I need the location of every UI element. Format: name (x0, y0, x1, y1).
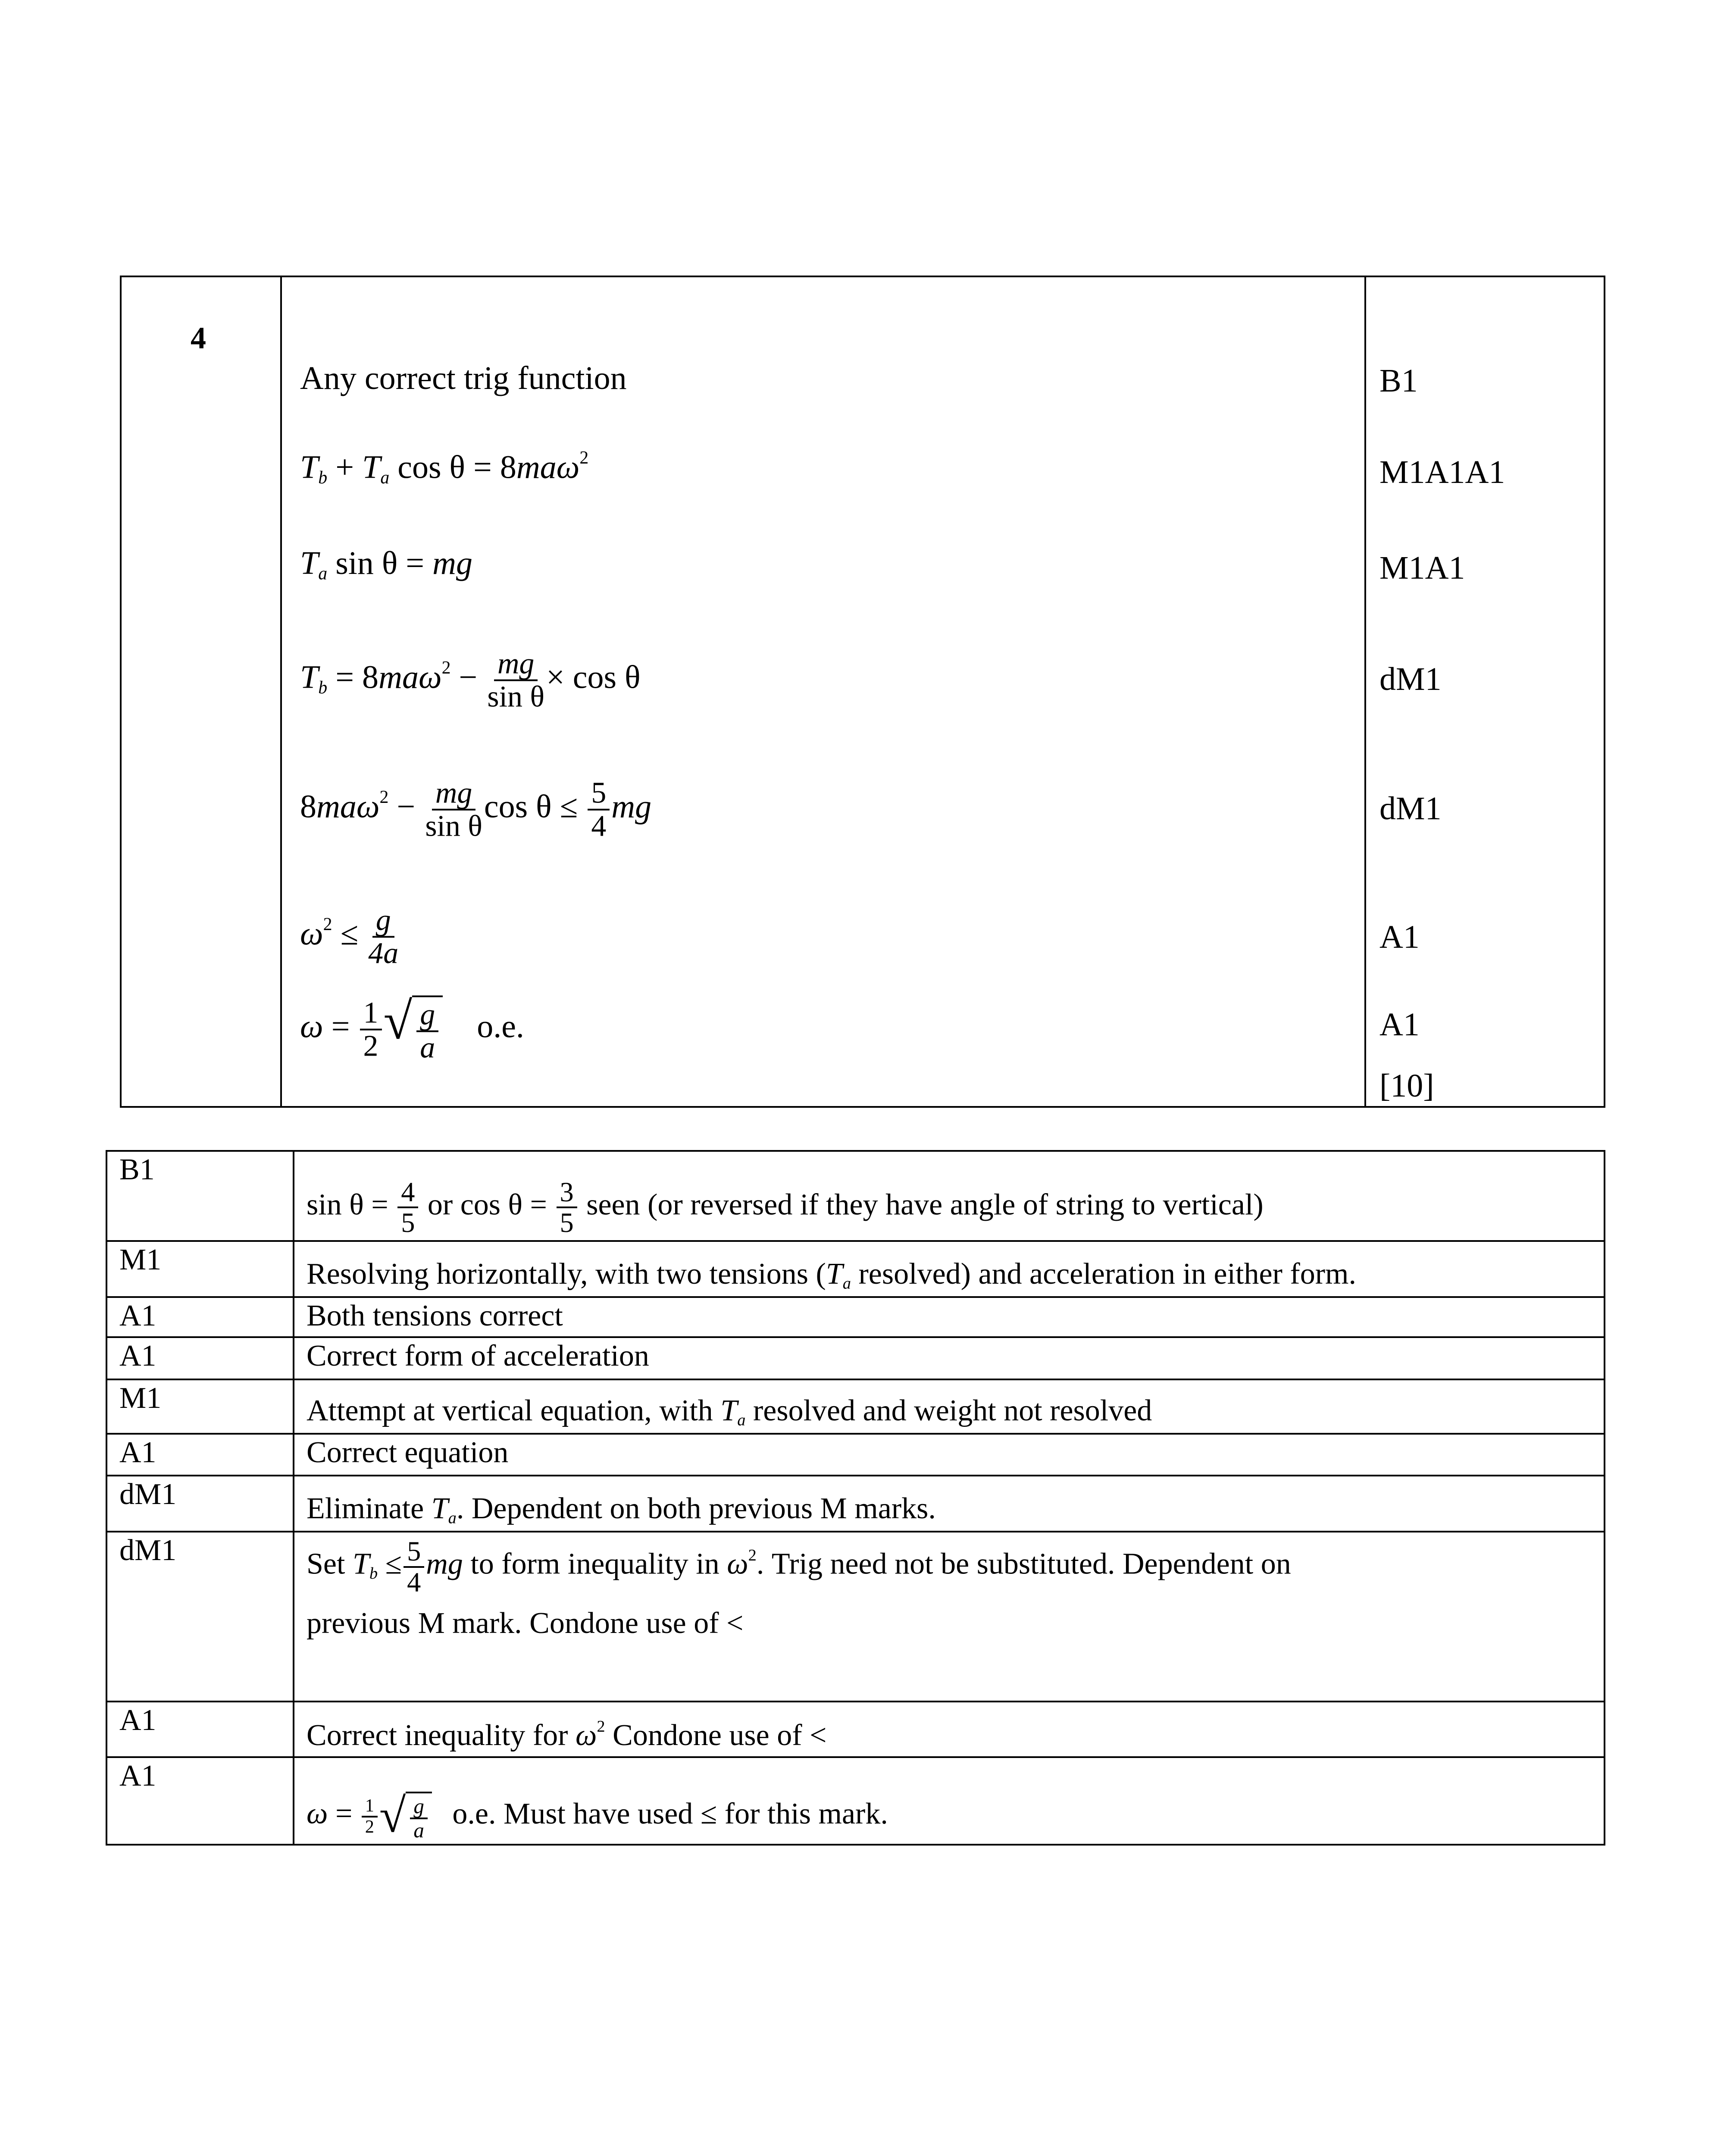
expr: cos θ = (460, 1188, 547, 1222)
denominator: sin θ (487, 680, 544, 714)
sub: b (318, 468, 328, 488)
mark-5: dM1 (1379, 790, 1442, 827)
numerator: 5 (404, 1537, 424, 1568)
square-root: √ $\frac{g}{a}$ (379, 1792, 432, 1841)
mark-code: M1 (106, 1379, 294, 1434)
total-marks: [10] (1379, 1068, 1434, 1104)
var: T (300, 659, 319, 696)
expr: ω (307, 1797, 328, 1830)
table-row (106, 1151, 1605, 1241)
answer-line-5 (300, 777, 651, 843)
mark-code: A1 (106, 1434, 294, 1476)
expr: maω (378, 659, 442, 696)
numerator: g (410, 1795, 428, 1819)
denominator: 4 (407, 1567, 421, 1598)
expr: o.e. Must have used ≤ for this mark. (452, 1797, 888, 1830)
table-row (106, 1337, 1605, 1379)
guidance-table (106, 1150, 1605, 1846)
fraction (397, 1178, 418, 1238)
guidance-text (294, 1757, 1605, 1845)
var: T (431, 1492, 448, 1526)
denominator: 5 (560, 1207, 574, 1238)
numerator: 3 (557, 1178, 577, 1209)
op: + (335, 449, 354, 486)
expr: sin θ = (335, 545, 433, 581)
denominator: 2 (365, 1817, 374, 1837)
sub: a (737, 1411, 746, 1429)
mark-code: B1 (106, 1151, 294, 1241)
table-row (106, 1434, 1605, 1476)
op: − (397, 788, 416, 825)
var: T (720, 1394, 738, 1428)
var: T (362, 449, 381, 486)
answer-line-6 (300, 905, 400, 970)
op: − (459, 659, 478, 696)
answer-line-7 (300, 992, 524, 1065)
denominator: a (420, 1031, 435, 1065)
table-row (106, 1241, 1605, 1297)
mark-code: A1 (106, 1757, 294, 1845)
sub: a (380, 468, 390, 488)
sub: a (842, 1274, 851, 1293)
answer-line-3 (300, 547, 472, 583)
expr: Correct inequality for (307, 1719, 576, 1752)
answer-line-2 (300, 449, 588, 487)
guidance-line (307, 1537, 1592, 1597)
table-row (106, 1702, 1605, 1757)
expr: resolved) and acceleration in either form. (851, 1257, 1356, 1291)
sup: 2 (441, 658, 451, 678)
guidance-text (294, 1379, 1605, 1434)
sub: a (318, 564, 328, 584)
sub: b (318, 677, 328, 698)
fraction (410, 1795, 428, 1841)
sub: a (448, 1509, 457, 1527)
expr: ω (727, 1547, 748, 1581)
expr: maω (316, 788, 380, 825)
fraction (487, 648, 544, 713)
guidance-text: Both tensions correct (294, 1297, 1605, 1337)
sup: 2 (323, 915, 332, 934)
sub: b (369, 1564, 378, 1583)
mark-1: B1 (1379, 363, 1418, 399)
mark-3: M1A1 (1379, 550, 1465, 586)
var: T (300, 545, 319, 581)
mark-6: A1 (1379, 919, 1420, 955)
oe-note: o.e. (477, 1008, 524, 1045)
expr: Resolving horizontally, with two tensions ( (307, 1257, 826, 1291)
fraction (362, 1796, 378, 1836)
fraction (360, 997, 382, 1062)
expr: Condone use of < (605, 1719, 827, 1752)
expr: . Dependent on both previous M marks. (456, 1492, 936, 1526)
var: T (352, 1547, 369, 1581)
sup: 2 (379, 787, 389, 807)
denominator: a (413, 1818, 424, 1842)
guidance-text (294, 1151, 1605, 1241)
guidance-text: Correct equation (294, 1434, 1605, 1476)
mark-code: A1 (106, 1702, 294, 1757)
fraction (416, 999, 438, 1064)
answer-line-4 (300, 648, 641, 713)
numerator: mg (432, 777, 475, 811)
expr: mg (611, 788, 652, 825)
table-row (106, 1757, 1605, 1845)
denominator: 5 (401, 1207, 415, 1238)
table-row (106, 1297, 1605, 1337)
denominator: 4 (591, 810, 607, 843)
expr: cos θ ≤ (484, 788, 578, 825)
numerator: g (416, 999, 438, 1032)
denominator: 4a (368, 937, 399, 970)
expr: Set (307, 1547, 353, 1581)
mark-code: M1 (106, 1241, 294, 1297)
table-row (106, 1476, 1605, 1532)
question-number: 4 (191, 321, 206, 355)
numerator: mg (494, 648, 538, 681)
guidance-text: Correct form of acceleration (294, 1337, 1605, 1379)
op: = (331, 1008, 350, 1045)
expr: ω (575, 1719, 597, 1752)
mark-4: dM1 (1379, 661, 1442, 697)
column-divider (280, 277, 282, 1106)
expr: ω (300, 915, 323, 952)
mark-7: A1 (1379, 1006, 1420, 1043)
guidance-text (294, 1702, 1605, 1757)
mark-code: dM1 (106, 1476, 294, 1532)
answer-line-1: Any correct trig function (300, 360, 627, 396)
sup: 2 (597, 1717, 605, 1736)
mark-2: M1A1A1 (1379, 454, 1505, 490)
expr: sin θ = (307, 1188, 388, 1222)
expr: or (427, 1188, 453, 1222)
expr: Eliminate (307, 1492, 432, 1526)
numerator: 1 (360, 997, 382, 1031)
expr: × cos θ (546, 659, 641, 696)
expr: ω (300, 1008, 323, 1045)
expr: resolved and weight not resolved (745, 1394, 1152, 1428)
expr: mg (432, 545, 473, 581)
denominator: 2 (363, 1030, 378, 1063)
numerator: g (372, 905, 394, 938)
square-root: √ $\frac{g}{a}$ (384, 996, 443, 1064)
column-divider (1364, 277, 1366, 1106)
fraction (425, 777, 482, 843)
mark-code: dM1 (106, 1532, 294, 1702)
expr: . Trig need not be substituted. Dependent on (756, 1547, 1291, 1581)
guidance-text (294, 1241, 1605, 1297)
numerator: 4 (397, 1178, 418, 1209)
guidance-text (294, 1476, 1605, 1532)
denominator: sin θ (425, 810, 482, 843)
var: T (300, 449, 319, 486)
expr: 8 (300, 788, 316, 825)
op: = (335, 1797, 353, 1830)
numerator: 5 (588, 777, 610, 811)
numerator: 1 (362, 1796, 378, 1817)
fraction (588, 777, 610, 843)
expr: mg (426, 1547, 463, 1581)
fraction (557, 1178, 577, 1238)
table-row (106, 1379, 1605, 1434)
fraction (404, 1537, 424, 1597)
table-row (106, 1532, 1605, 1702)
fraction (368, 905, 398, 970)
sup: 2 (579, 448, 589, 468)
op: ≤ (340, 915, 359, 952)
question-table (120, 276, 1605, 1108)
expr: seen (or reversed if they have angle of string to vertical) (586, 1188, 1264, 1222)
expr: cos θ = 8 (397, 449, 516, 486)
mark-code: A1 (106, 1297, 294, 1337)
guidance-line: previous M mark. Condone use of < (307, 1607, 744, 1640)
expr: to form inequality in (463, 1547, 727, 1581)
expr: maω (516, 449, 580, 486)
var: T (826, 1257, 843, 1291)
mark-code: A1 (106, 1337, 294, 1379)
expr: Attempt at vertical equation, with (307, 1394, 721, 1428)
sup: 2 (748, 1546, 757, 1564)
guidance-text (294, 1532, 1605, 1702)
expr: = 8 (335, 659, 379, 696)
op: ≤ (385, 1547, 402, 1581)
